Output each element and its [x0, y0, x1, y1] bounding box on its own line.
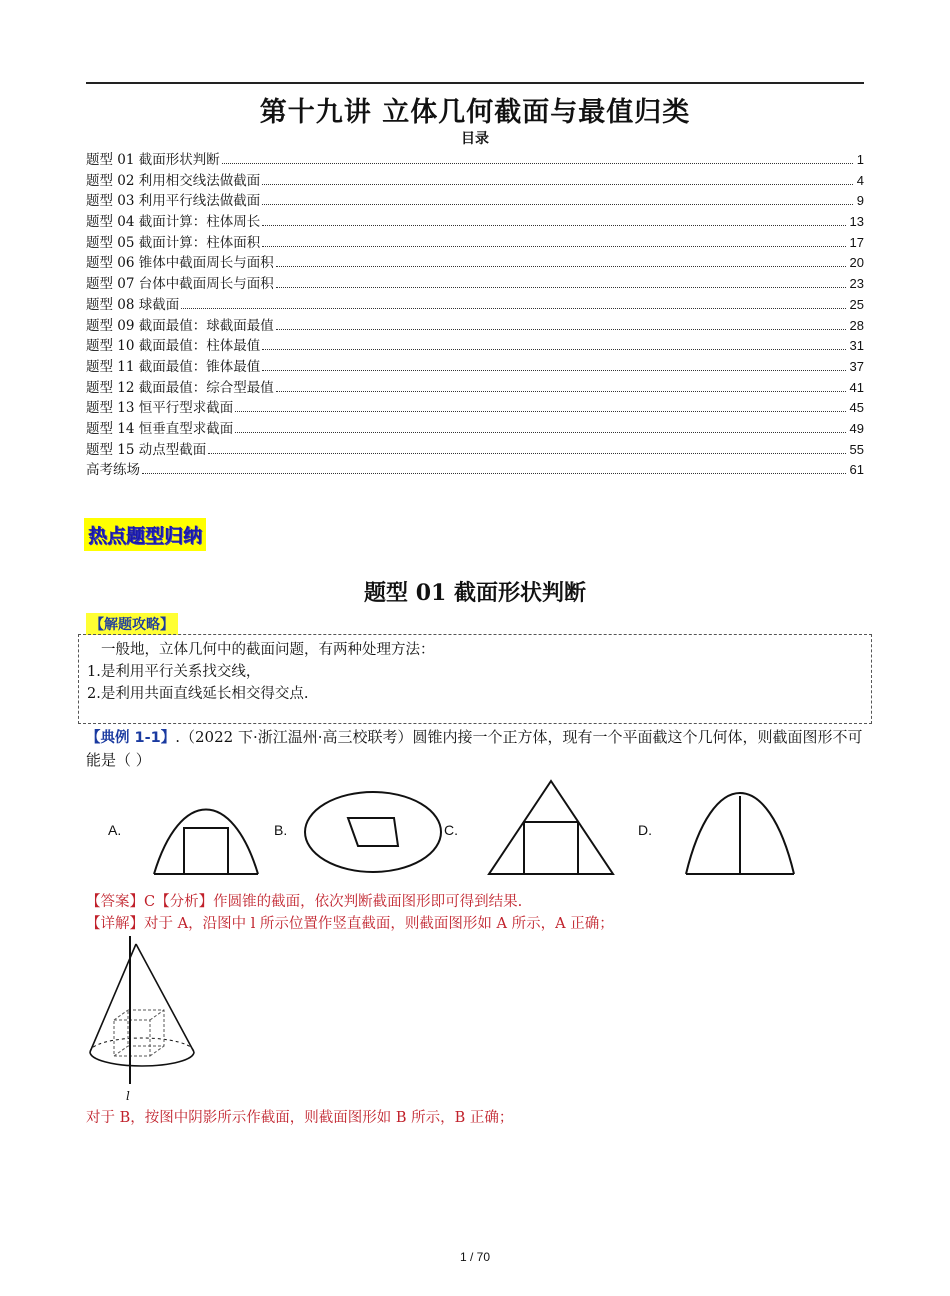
toc-entry[interactable]: [86, 417, 864, 438]
example-question: [86, 726, 866, 771]
toc-entry-label: 题型 02 利用相交线法做截面: [86, 172, 261, 189]
toc-entry-label: 高考练场: [86, 462, 140, 479]
toc-entry-label: 题型 05 截面计算：柱体面积: [86, 234, 261, 251]
toc-entry-label: 题型 10 截面最值：柱体最值: [86, 338, 261, 355]
toc-entry-label: 题型 07 台体中截面周长与面积: [86, 276, 274, 293]
toc-leader-dots: [181, 308, 845, 309]
toc-leader-dots: [208, 453, 845, 454]
toc-leader-dots: [276, 287, 846, 288]
toc-leader-dots: [262, 349, 845, 350]
toc-entry-label: 题型 13 恒平行型求截面: [86, 400, 234, 417]
table-of-contents: [86, 148, 864, 479]
toc-leader-dots: [235, 411, 845, 412]
page-number: 1 / 70: [459, 1250, 491, 1264]
example-text: .（2022 下·浙江温州·高三校联考）圆锥内接一个正方体，现有一个平面截这个几何体，则截面图形不可能是（ ）: [86, 728, 863, 769]
toc-heading: 目录: [461, 131, 489, 147]
toc-entry[interactable]: [86, 334, 864, 355]
toc-leader-dots: [262, 184, 853, 185]
toc-entry-page: 20: [849, 255, 864, 271]
detail-text: 【详解】对于 A，沿图中 l 所示位置作竖直截面，则截面图形如 A 所示，A 正确；: [86, 916, 614, 932]
toc-entry[interactable]: [86, 376, 864, 397]
toc-entry-page: 25: [849, 296, 864, 312]
cone-cube-figure: [84, 936, 202, 1104]
strategy-line: 一般地，立体几何中的截面问题，有两种处理方法：: [101, 642, 435, 658]
toc-leader-dots: [262, 225, 845, 226]
option-a-label[interactable]: A.: [108, 822, 122, 838]
toc-entry-label: 题型 14 恒垂直型求截面: [86, 420, 234, 437]
toc-leader-dots: [276, 391, 846, 392]
toc-entry-page: 49: [849, 420, 864, 436]
toc-entry-page: 4: [856, 172, 864, 188]
option-b-figure[interactable]: [302, 790, 444, 874]
toc-entry-label: 题型 09 截面最值：球截面最值: [86, 317, 274, 334]
toc-entry[interactable]: [86, 314, 864, 335]
toc-entry-page: 37: [849, 358, 864, 374]
toc-leader-dots: [235, 432, 845, 433]
option-b-label[interactable]: B.: [274, 822, 288, 838]
line-l-label: l: [126, 1089, 130, 1103]
toc-entry-label: 题型 12 截面最值：综合型最值: [86, 379, 274, 396]
answer-text: 【答案】C【分析】作圆锥的截面，依次判断截面图形即可得到结果.: [86, 894, 523, 910]
toc-entry-page: 23: [849, 276, 864, 292]
toc-entry-page: 9: [856, 193, 864, 209]
toc-entry-label: 题型 01 截面形状判断: [86, 152, 220, 168]
toc-entry[interactable]: [86, 148, 864, 169]
toc-entry-page: 61: [849, 462, 864, 478]
option-c-figure[interactable]: [486, 778, 616, 878]
toc-leader-dots: [222, 163, 853, 164]
toc-leader-dots: [262, 204, 853, 205]
strategy-line: 2.是利用共面直线延长相交得交点.: [87, 686, 309, 702]
toc-entry-label: 题型 08 球截面: [86, 296, 180, 313]
option-d-figure[interactable]: [682, 778, 798, 878]
document-title: 第十九讲 立体几何截面与最值归类: [259, 97, 691, 128]
toc-entry-page: 41: [849, 379, 864, 395]
toc-leader-dots: [142, 473, 846, 474]
section-title: 题型 01 截面形状判断: [364, 580, 586, 606]
toc-entry[interactable]: [86, 458, 864, 479]
header-rule: [86, 82, 864, 84]
hot-topics-banner: 热点题型归纳: [84, 518, 206, 551]
toc-leader-dots: [262, 370, 845, 371]
strategy-line: 1.是利用平行关系找交线，: [87, 664, 261, 680]
strategy-box: [78, 634, 872, 724]
option-c-label[interactable]: C.: [444, 822, 458, 838]
option-a-figure[interactable]: [150, 778, 262, 878]
toc-entry-label: 题型 04 截面计算：柱体周长: [86, 214, 261, 231]
toc-leader-dots: [276, 329, 846, 330]
example-tag: 【典例 1-1】: [86, 730, 176, 746]
toc-entry-page: 31: [849, 338, 864, 354]
strategy-tag: 【解题攻略】: [86, 613, 178, 635]
toc-entry-label: 题型 15 动点型截面: [86, 441, 207, 458]
toc-leader-dots: [262, 246, 845, 247]
toc-entry-page: 28: [849, 317, 864, 333]
toc-entry-page: 13: [849, 214, 864, 230]
toc-entry[interactable]: [86, 293, 864, 314]
toc-entry-page: 1: [856, 152, 864, 167]
toc-entry[interactable]: [86, 189, 864, 210]
toc-leader-dots: [276, 266, 846, 267]
toc-entry-label: 题型 03 利用平行线法做截面: [86, 193, 261, 210]
toc-entry-page: 55: [849, 441, 864, 457]
toc-entry[interactable]: [86, 251, 864, 272]
toc-entry[interactable]: [86, 396, 864, 417]
option-d-label[interactable]: D.: [638, 822, 652, 838]
toc-entry-page: 17: [849, 234, 864, 250]
toc-entry[interactable]: [86, 355, 864, 376]
detail-b-text: 对于 B，按图中阴影所示作截面，则截面图形如 B 所示，B 正确；: [86, 1110, 514, 1126]
toc-entry[interactable]: [86, 231, 864, 252]
toc-entry[interactable]: [86, 272, 864, 293]
toc-entry-page: 45: [849, 400, 864, 416]
toc-entry-label: 题型 06 锥体中截面周长与面积: [86, 255, 274, 272]
toc-entry[interactable]: [86, 169, 864, 190]
toc-entry[interactable]: [86, 438, 864, 459]
toc-entry[interactable]: [86, 210, 864, 231]
toc-entry-label: 题型 11 截面最值：锥体最值: [86, 358, 261, 375]
